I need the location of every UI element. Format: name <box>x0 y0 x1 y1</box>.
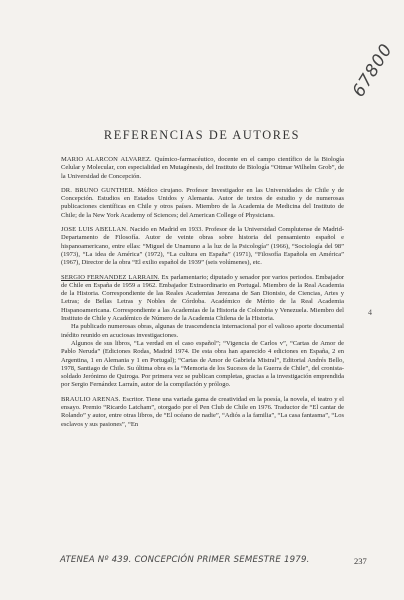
handwritten-source-note: ATENEA Nº 439. CONCEPCIÓN PRIMER SEMESTRE 1979. <box>60 555 310 565</box>
author-bio: Ex parlamentario; diputado y senador por varios periodos. Embajador de Chile en España de 1959 a 1962. Embajador Extraordinario en Portugal. Miembro de la Real Academia de la Historia. Correspondiente de las Reales Academias Jerezana de San Dionisio, de Ciencias, Artes y Letras; de Bellas Letras y Nobles de Córdoba. Académico de Mérito de la Real Academia Hispanoamericana. Correspondiente a las Academias de la Historia de Colombia y Venezuela. Miembro del Instituto de Chile y Académico de Número de la Academia Chilena de la Historia. <box>61 273 345 323</box>
author-bio: Escritor. Tiene una variada gama de creatividad en la poesía, la novela, el teatro y el ensayo. Premio “Ricardo Latcham”, otorgado por el Pen Club de Chile en 1976. Traductor de “El cantar de Rolando” y autor, entre otras libros, de “El océano de nadie”, “Adiós a la familia”, “La casa fantasma”, “Los esclavos y sus pasiones”, “En <box>61 395 344 428</box>
author-bio: Químico-farmacéutico, docente en el campo científico de la Biología Celular y Molecular, con especialidad en Mutagénesis, del Instituto de Biología “Ottmar Wilhelm Grob”, de la Universidad de Concepción. <box>61 156 344 180</box>
author-name: JOSE LUIS ABELLAN. <box>61 226 128 234</box>
handwritten-catalog-number: 67800 <box>348 40 397 101</box>
author-bio-paragraph: Algunos de sus libros, “La verdad en el caso español”; “Vigencia de Carlos v”, “Cartas de Amor de Pablo Neruda” (Ediciones Rodas, Madrid 1974. De esta obra han aparecido 4 ediciones en España, 2 en Argentina, 1 en Alemania y 1 en Portugal); “Cartas de Amor de Gabriela Mistral”, Editorial Andrés Bello, 1978, Santiago de Chile. Su última obra es la “Memoria de los Sucesos de la Guerra de Chile”, del cronista-soldado Jerónimo de Quiroga. Por primera vez se publican completas, gracias a la investigación emprendida por Sergio Fernández Larraín, autor de la compilación y prólogo. <box>61 339 344 389</box>
author-bio: Médico cirujano. Profesor Investigador en las Universidades de Chile y de Concepción. Estudios en Estados Unidos y Alemania. Autor de textos de estudio y de numerosas publicaciones científicas en Chile y otros países. Miembro de la Academia de Medicina del Instituto de Chile; de la New York Academy of Sciences; del American College of Physicians. <box>61 186 345 219</box>
page-number: 237 <box>354 556 367 566</box>
author-entry <box>61 396 344 429</box>
author-references <box>61 156 344 435</box>
author-bio: Nacido en Madrid en 1933. Profesor de la Universidad Complutense de Madrid-Departamento de Filosofía. Autor de veinte obras sobre historia del pensamiento español e hispanoamericano, entre ellas: “Miguel de Unamuno a la luz de la Psicología” (1966), “Sociología del 98” (1973), “La idea de América” (1972), “La cultura en España” (1971), “Filosofía Española en América” (1967), Director de la obra “El exilio español de 1939” (seis volúmenes), etc. <box>61 226 344 267</box>
author-entry <box>61 156 344 181</box>
author-entry <box>61 274 344 390</box>
author-name: DR. BRUNO GUNTHER. <box>61 186 135 194</box>
author-name: SERGIO FERNANDEZ LARRAIN. <box>61 273 160 281</box>
author-name: MARIO ALARCON ALVAREZ. <box>61 156 152 163</box>
author-bio-paragraph: Ha publicado numerosas obras, algunas de trascendencia internacional por el valioso aporte documental inédito reunido en acuciosas investigaciones. <box>61 323 344 339</box>
margin-mark: 4 <box>368 308 372 317</box>
author-entry <box>61 226 344 267</box>
author-entry <box>61 187 344 220</box>
author-name: BRAULIO ARENAS. <box>61 395 121 403</box>
page-title: REFERENCIAS DE AUTORES <box>103 128 301 142</box>
